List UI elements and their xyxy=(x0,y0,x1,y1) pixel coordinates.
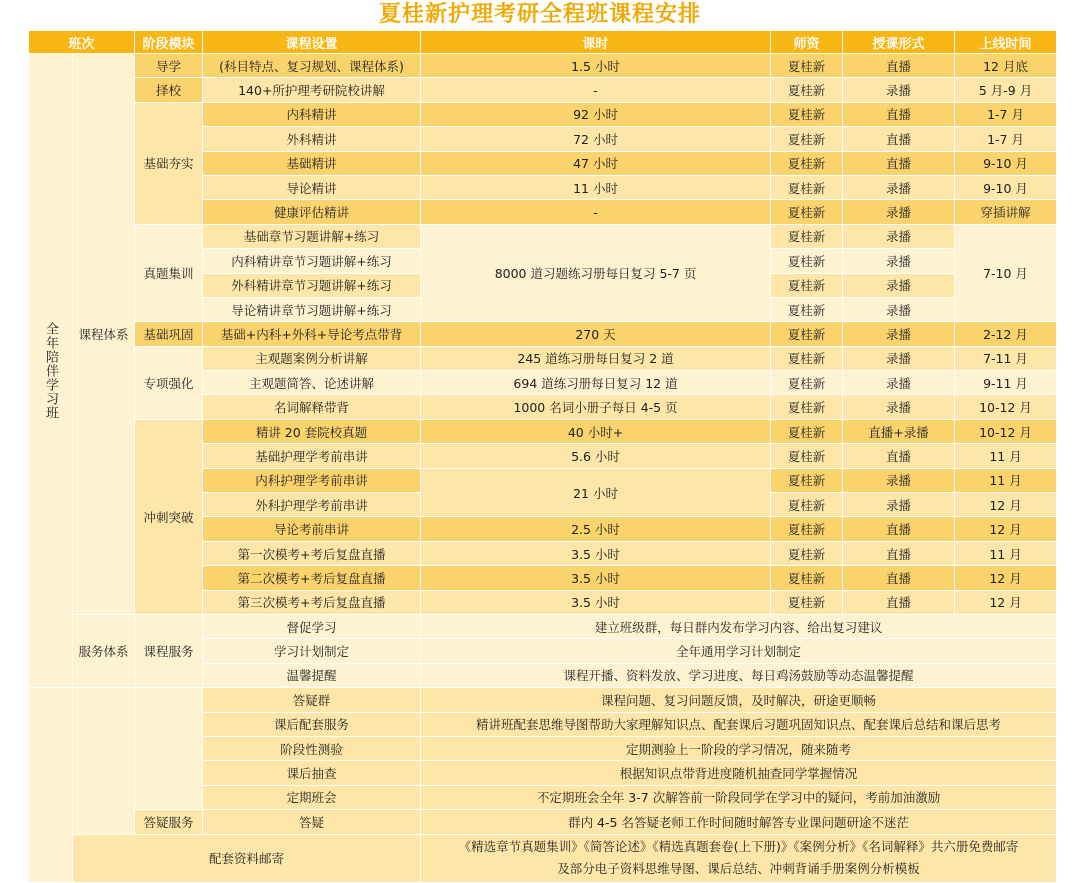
module-cell: 专项强化 xyxy=(135,346,203,419)
header-course: 课程设置 xyxy=(203,31,421,54)
service-name-cell: 督促学习 xyxy=(203,614,421,638)
form-cell: 录播 xyxy=(843,322,955,346)
teacher-cell: 夏桂新 xyxy=(771,566,843,590)
service-name-cell: 定期班会 xyxy=(203,785,421,809)
hours-cell: 3.5 小时 xyxy=(421,541,771,565)
module-cell: 课程服务 xyxy=(135,614,203,687)
teacher-cell: 夏桂新 xyxy=(771,78,843,102)
teacher-cell: 夏桂新 xyxy=(771,322,843,346)
table-row xyxy=(29,614,1057,638)
module-cell: 答疑服务 xyxy=(135,810,203,834)
form-cell: 录播 xyxy=(843,224,955,248)
service-name-cell: 阶段性测验 xyxy=(203,736,421,760)
form-cell: 录播 xyxy=(843,175,955,199)
time-cell: 12 月 xyxy=(955,566,1057,590)
teacher-cell: 夏桂新 xyxy=(771,175,843,199)
time-cell: 9-10 月 xyxy=(955,151,1057,175)
hours-cell: 2.5 小时 xyxy=(421,517,771,541)
materials-label-cell: 配套资料邮寄 xyxy=(73,834,421,882)
header-time: 上线时间 xyxy=(955,31,1057,54)
service-system-cell: 服务体系 xyxy=(73,614,135,687)
hours-cell: 5.6 小时 xyxy=(421,444,771,468)
page-title: 夏桂新护理考研全程班课程安排 xyxy=(378,2,701,27)
course-cell: 外科护理学考前串讲 xyxy=(203,493,421,517)
hours-cell: 1000 名词小册子每日 4-5 页 xyxy=(421,395,771,419)
teacher-cell: 夏桂新 xyxy=(771,541,843,565)
hours-cell: 47 小时 xyxy=(421,151,771,175)
course-system-cell: 课程体系 xyxy=(73,54,135,615)
teacher-cell: 夏桂新 xyxy=(771,249,843,273)
table-row xyxy=(29,102,1057,126)
hours-cell: 40 小时+ xyxy=(421,419,771,443)
form-cell: 直播 xyxy=(843,102,955,126)
form-cell: 录播 xyxy=(843,78,955,102)
form-cell: 直播 xyxy=(843,566,955,590)
time-cell: 12 月底 xyxy=(955,54,1057,78)
course-cell: 第二次模考+考后复盘直播 xyxy=(203,566,421,590)
hours-cell: 3.5 小时 xyxy=(421,590,771,614)
time-cell: 11 月 xyxy=(955,541,1057,565)
teacher-cell: 夏桂新 xyxy=(771,468,843,492)
table-row xyxy=(29,54,1057,78)
table-row xyxy=(29,346,1057,370)
teacher-cell: 夏桂新 xyxy=(771,151,843,175)
module-cell: 冲刺突破 xyxy=(135,419,203,614)
service-desc-cell: 不定期班会全年 3-7 次解答前一阶段同学在学习中的疑问，考前加油激励 xyxy=(421,785,1057,809)
course-cell: 基础章节习题讲解+练习 xyxy=(203,224,421,248)
time-cell: 穿插讲解 xyxy=(955,200,1057,224)
module-cell: 导学 xyxy=(135,54,203,78)
course-cell: 外科精讲 xyxy=(203,127,421,151)
table-row xyxy=(29,688,1057,712)
form-cell: 直播 xyxy=(843,517,955,541)
service-desc-cell: 课程问题、复习问题反馈，及时解决，研途更顺畅 xyxy=(421,688,1057,712)
form-cell: 直播 xyxy=(843,541,955,565)
course-cell: 基础护理学考前串讲 xyxy=(203,444,421,468)
form-cell: 录播 xyxy=(843,273,955,297)
time-cell: 5 月-9 月 xyxy=(955,78,1057,102)
teacher-cell: 夏桂新 xyxy=(771,590,843,614)
table-row xyxy=(29,78,1057,102)
service-name-cell: 温馨提醒 xyxy=(203,663,421,687)
hours-cell: 245 道练习册每日复习 2 道 xyxy=(421,346,771,370)
form-cell: 录播 xyxy=(843,297,955,321)
teacher-cell: 夏桂新 xyxy=(771,224,843,248)
time-cell: 11 月 xyxy=(955,468,1057,492)
course-cell: 精讲 20 套院校真题 xyxy=(203,419,421,443)
time-cell: 11 月 xyxy=(955,444,1057,468)
time-cell: 2-12 月 xyxy=(955,322,1057,346)
form-cell: 录播 xyxy=(843,493,955,517)
header-row xyxy=(29,31,1057,54)
service-name-cell: 答疑 xyxy=(203,810,421,834)
service-name-cell: 答疑群 xyxy=(203,688,421,712)
hours-cell: 11 小时 xyxy=(421,175,771,199)
course-cell: 导论精讲章节习题讲解+练习 xyxy=(203,297,421,321)
service-name-cell: 课后配套服务 xyxy=(203,712,421,736)
table-row xyxy=(29,810,1057,834)
service-name-cell: 课后抽查 xyxy=(203,761,421,785)
course-cell: 主观题案例分析讲解 xyxy=(203,346,421,370)
teacher-cell: 夏桂新 xyxy=(771,517,843,541)
header-module: 阶段模块 xyxy=(135,31,203,54)
course-cell: 内科精讲 xyxy=(203,102,421,126)
time-cell: 9-11 月 xyxy=(955,371,1057,395)
teacher-cell: 夏桂新 xyxy=(771,127,843,151)
service-desc-cell: 群内 4-5 名答疑老师工作时间随时解答专业课问题研途不迷茫 xyxy=(421,810,1057,834)
hours-cell: 3.5 小时 xyxy=(421,566,771,590)
form-cell: 录播 xyxy=(843,395,955,419)
teacher-cell: 夏桂新 xyxy=(771,371,843,395)
form-cell: 直播 xyxy=(843,151,955,175)
form-cell: 录播 xyxy=(843,468,955,492)
service-desc-cell: 全年通用学习计划制定 xyxy=(421,639,1057,663)
service-name-cell: 学习计划制定 xyxy=(203,639,421,663)
service-desc-cell: 课程开播、资料发放、学习进度、每日鸡汤鼓励等动态温馨提醒 xyxy=(421,663,1057,687)
course-cell: 第三次模考+考后复盘直播 xyxy=(203,590,421,614)
course-cell: 健康评估精讲 xyxy=(203,200,421,224)
form-cell: 录播 xyxy=(843,371,955,395)
time-cell: 10-12 月 xyxy=(955,419,1057,443)
teacher-cell: 夏桂新 xyxy=(771,419,843,443)
form-cell: 直播 xyxy=(843,444,955,468)
course-schedule-table xyxy=(28,30,1057,883)
course-cell: 基础精讲 xyxy=(203,151,421,175)
course-cell: 名词解释带背 xyxy=(203,395,421,419)
course-cell: 140+所护理考研院校讲解 xyxy=(203,78,421,102)
time-cell: 1-7 月 xyxy=(955,127,1057,151)
course-cell: 导论精讲 xyxy=(203,175,421,199)
time-cell: 12 月 xyxy=(955,590,1057,614)
materials-line-1: 《精选章节真题集训》《简答论述》《精选真题套卷(上下册)》《案例分析》《名词解释》共六册免费邮寄 xyxy=(458,839,1019,854)
time-cell: 12 月 xyxy=(955,493,1057,517)
time-cell: 9-10 月 xyxy=(955,175,1057,199)
time-cell: 12 月 xyxy=(955,517,1057,541)
course-cell: 主观题简答、论述讲解 xyxy=(203,371,421,395)
header-teacher: 师资 xyxy=(771,31,843,54)
teacher-cell: 夏桂新 xyxy=(771,102,843,126)
hours-cell: - xyxy=(421,78,771,102)
teacher-cell: 夏桂新 xyxy=(771,346,843,370)
module-cell: 基础巩固 xyxy=(135,322,203,346)
teacher-cell: 夏桂新 xyxy=(771,444,843,468)
course-cell: 导论考前串讲 xyxy=(203,517,421,541)
hours-cell: 8000 道习题练习册每日复习 5-7 页 xyxy=(421,224,771,322)
header-form: 授课形式 xyxy=(843,31,955,54)
hours-cell: - xyxy=(421,200,771,224)
lower-blank-cell xyxy=(29,688,73,882)
teacher-cell: 夏桂新 xyxy=(771,395,843,419)
header-class: 班次 xyxy=(29,31,135,54)
service-desc-cell: 建立班级群，每日群内发布学习内容、给出复习建议 xyxy=(421,614,1057,638)
form-cell: 录播 xyxy=(843,346,955,370)
table-row xyxy=(29,419,1057,443)
time-cell: 1-7 月 xyxy=(955,102,1057,126)
hours-cell: 92 小时 xyxy=(421,102,771,126)
lower-system-blank-cell xyxy=(73,688,135,834)
service-desc-cell: 精讲班配套思维导图帮助大家理解知识点、配套课后习题巩固知识点、配套课后总结和课后思考 xyxy=(421,712,1057,736)
teacher-cell: 夏桂新 xyxy=(771,273,843,297)
course-cell: (科目特点、复习规划、课程体系) xyxy=(203,54,421,78)
course-cell: 外科精讲章节习题讲解+练习 xyxy=(203,273,421,297)
hours-cell: 72 小时 xyxy=(421,127,771,151)
service-desc-cell: 定期测验上一阶段的学习情况，随来随考 xyxy=(421,736,1057,760)
hours-cell: 694 道练习册每日复习 12 道 xyxy=(421,371,771,395)
course-cell: 内科护理学考前串讲 xyxy=(203,468,421,492)
teacher-cell: 夏桂新 xyxy=(771,297,843,321)
header-hours: 课时 xyxy=(421,31,771,54)
hours-cell: 21 小时 xyxy=(421,468,771,517)
hours-cell: 270 天 xyxy=(421,322,771,346)
teacher-cell: 夏桂新 xyxy=(771,54,843,78)
materials-desc-cell xyxy=(421,834,1057,882)
time-cell: 7-10 月 xyxy=(955,224,1057,322)
hours-cell: 1.5 小时 xyxy=(421,54,771,78)
table-row xyxy=(29,834,1057,882)
service-desc-cell: 根据知识点带背进度随机抽查同学掌握情况 xyxy=(421,761,1057,785)
form-cell: 直播 xyxy=(843,54,955,78)
table-row xyxy=(29,322,1057,346)
module-cell: 基础夯实 xyxy=(135,102,203,224)
lower-module-blank-cell xyxy=(135,688,203,810)
time-cell: 10-12 月 xyxy=(955,395,1057,419)
form-cell: 直播 xyxy=(843,127,955,151)
form-cell: 直播+录播 xyxy=(843,419,955,443)
class-name-cell: 全年陪伴学习班 xyxy=(29,54,73,688)
course-cell: 第一次模考+考后复盘直播 xyxy=(203,541,421,565)
form-cell: 直播 xyxy=(843,590,955,614)
teacher-cell: 夏桂新 xyxy=(771,493,843,517)
course-cell: 内科精讲章节习题讲解+练习 xyxy=(203,249,421,273)
form-cell: 录播 xyxy=(843,200,955,224)
form-cell: 录播 xyxy=(843,249,955,273)
module-cell: 择校 xyxy=(135,78,203,102)
teacher-cell: 夏桂新 xyxy=(771,200,843,224)
materials-line-2: 及部分电子资料思维导图、课后总结、冲刺背诵手册案例分析模板 xyxy=(557,861,920,876)
table-row xyxy=(29,224,1057,248)
course-cell: 基础+内科+外科+导论考点带背 xyxy=(203,322,421,346)
module-cell: 真题集训 xyxy=(135,224,203,322)
time-cell: 7-11 月 xyxy=(955,346,1057,370)
